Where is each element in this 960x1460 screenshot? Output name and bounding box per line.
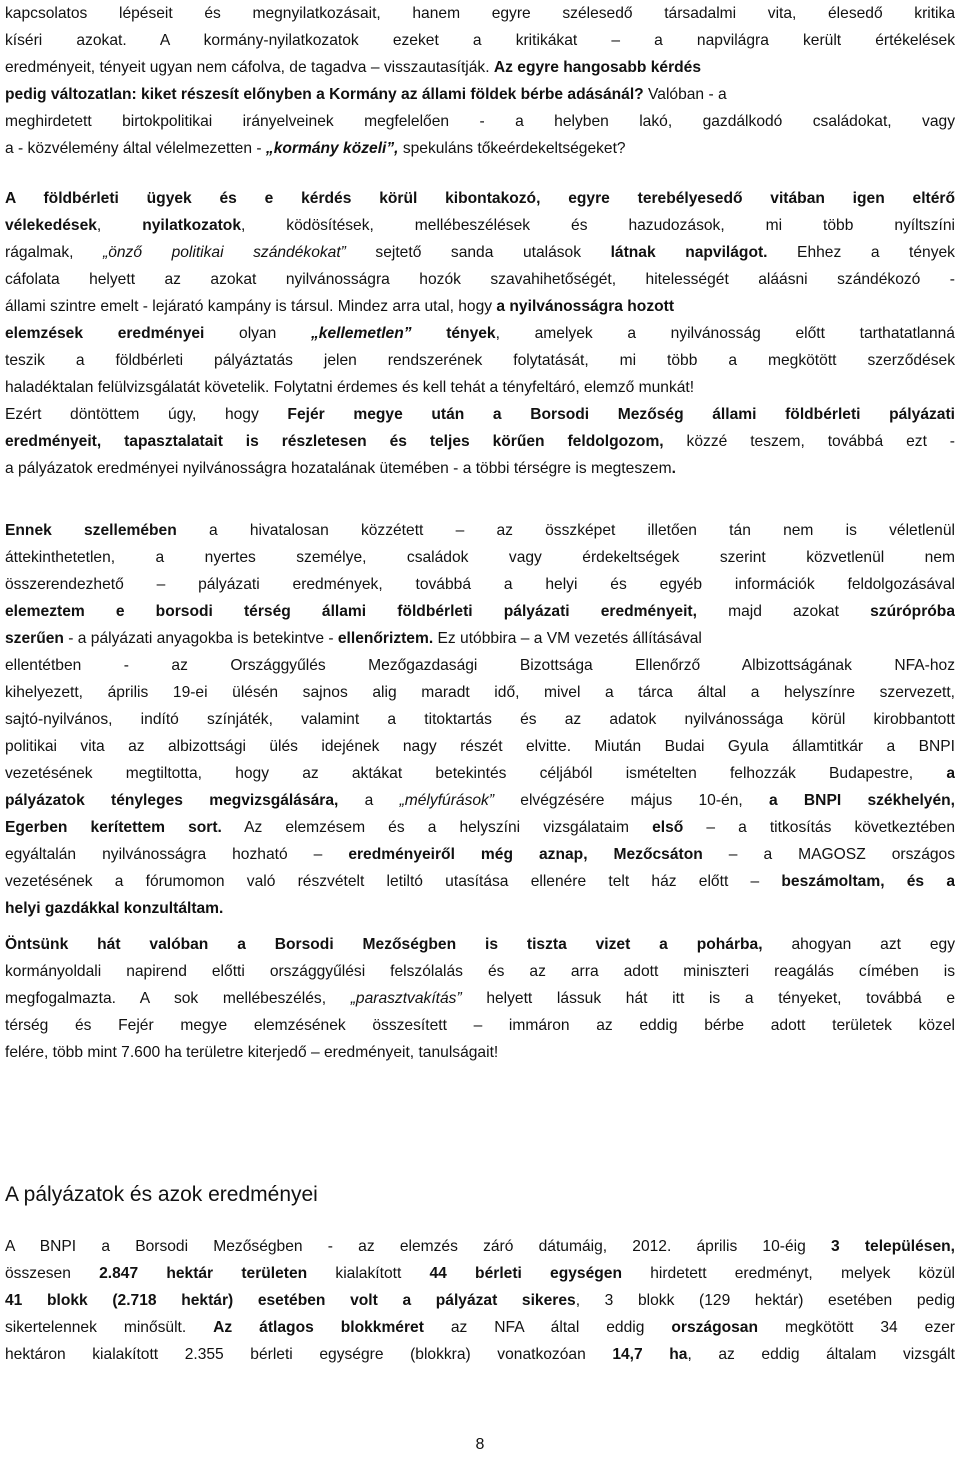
text-line: cáfolata helyett az azokat nyilvánosságra hozók szavahihetőségét, hitelességét aláásni szándékozó - bbox=[5, 271, 955, 288]
text-line: hektáron kialakított 2.355 bérleti egységre (blokkra) vonatkozóan 14,7 ha, az eddig általam vizsgált bbox=[5, 1346, 955, 1363]
text-line: eredményeit, tapasztalatait is részletesen és teljes körűen feldolgozom, közzé teszem, továbbá ezt - bbox=[5, 433, 955, 450]
text-line: elemzések eredményei olyan „kellemetlen” tények, amelyek a nyilvánosság előtt tarthatatlanná bbox=[5, 325, 955, 342]
text-line: megfogalmazta. A sok mellébeszélés, „parasztvakítás” helyett lássuk hát itt is a tényeket, továbbá e bbox=[5, 990, 955, 1007]
text-line: sikertelennek minősült. Az átlagos blokkméret az NFA által eddig országosan megkötött 34 ezer bbox=[5, 1319, 955, 1336]
text-line: rágalmak, „önző politikai szándékokat” sejtető sanda utalások látnak napvilágot. Ehhez a tények bbox=[5, 244, 955, 261]
paragraph-1 bbox=[5, 0, 955, 162]
text-line: összerendezhető – pályázati eredmények, továbbá a helyi és egyéb információk feldolgozásával bbox=[5, 576, 955, 593]
text-line: vezetésének megtiltotta, hogy az aktákat betekintés céljából ismételten felhozzák Budapestre, a bbox=[5, 765, 955, 782]
paragraph-3 bbox=[5, 517, 955, 922]
text-line: egyáltalán nyilvánosságra hozható – eredményeiről még aznap, Mezőcsáton – a MAGOSZ országos bbox=[5, 846, 955, 863]
text-line: 41 blokk (2.718 hektár) esetében volt a pályázat sikeres, 3 blokk (129 hektár) esetében pedig bbox=[5, 1292, 955, 1309]
text-line: állami szintre emelt - lejárató kampány is társul. Mindez arra utal, hogy a nyilvánosságra hozott bbox=[5, 298, 675, 315]
text-line: meghirdetett birtokpolitikai irányelveinek megfelelően - a helyben lakó, gazdálkodó családokat, vagy bbox=[5, 113, 955, 130]
text-line: eredményeit, tényeit ugyan nem cáfolva, de tagadva – visszautasítják. Az egyre hangosabb kérdés bbox=[5, 59, 702, 76]
text-line: A BNPI a Borsodi Mezőségben - az elemzés záró dátumáig, 2012. április 10-éig 3 településen, bbox=[5, 1238, 955, 1255]
text-line: Ezért döntöttem úgy, hogy Fejér megye után a Borsodi Mezőség állami földbérleti pályázati bbox=[5, 406, 955, 423]
text-line: a pályázatok eredményei nyilvánosságra hozatalának ütemében - a többi térségre is megteszem. bbox=[5, 460, 676, 477]
paragraph-2 bbox=[5, 185, 955, 482]
text-line: kihelyezett, április 19-ei ülésén sajnos alig maradt idő, mivel a tárca által a helyszínre szervezett, bbox=[5, 684, 955, 701]
text-line: pályázatok tényleges megvizsgálására, a „mélyfúrások” elvégzésére május 10-én, a BNPI székhelyén, bbox=[5, 792, 955, 809]
text-line: haladéktalan felülvizsgálatát követelik. Folytatni érdemes és kell tehát a tényfeltáró, elemző munkát! bbox=[5, 379, 695, 396]
text-line: kíséri azokat. A kormány-nyilatkozatok ezeket a kritikákat – a napvilágra került értékelések bbox=[5, 32, 955, 49]
text-line: Ennek szellemében a hivatalosan közzétett – az összképet illetően tán nem is véletlenül bbox=[5, 522, 955, 539]
paragraph-5 bbox=[5, 1233, 955, 1368]
section-heading: A pályázatok és azok eredményei bbox=[5, 1183, 318, 1206]
text-line: vezetésének a fórumomon való részvételt letiltó utasítása ellenére telt ház előtt – beszámoltam, és a bbox=[5, 873, 955, 890]
text-line: A földbérleti ügyek és e kérdés körül kibontakozó, egyre terebélyesedő vitában igen eltérő bbox=[5, 190, 955, 207]
text-line: teszik a földbérleti pályáztatás jelen rendszerének folytatását, mi több a megkötött szerződések bbox=[5, 352, 955, 369]
text-line: térség és Fejér megye elemzésének összesített – immáron az eddig bérbe adott területek közel bbox=[5, 1017, 955, 1034]
text-line: áttekinthetetlen, a nyertes személye, családok vagy érdekeltségek szerint közvetlenül nem bbox=[5, 549, 955, 566]
paragraph-4 bbox=[5, 931, 955, 1066]
text-line: vélekedések, nyilatkozatok, ködösítések, mellébeszélések és hazudozások, mi több nyíltszíni bbox=[5, 217, 955, 234]
text-line: szerűen - a pályázati anyagokba is betekintve - ellenőriztem. Ez utóbbira – a VM vezetés állításával bbox=[5, 630, 702, 647]
text-line: sajtó-nyilvános, indító színjáték, valamint a titoktartás és az adatok nyilvánossága körül kirobbantott bbox=[5, 711, 955, 728]
text-line: elemeztem e borsodi térség állami földbérleti pályázati eredményeit, majd azokat szúrópróba bbox=[5, 603, 955, 620]
text-line: ellentétben - az Országgyűlés Mezőgazdasági Bizottsága Ellenőrző Albizottságának NFA-hoz bbox=[5, 657, 955, 674]
text-line: kapcsolatos lépéseit és megnyilatkozásait, hanem egyre szélesedő társadalmi vita, élesedő kritika bbox=[5, 5, 955, 22]
text-line: összesen 2.847 hektár területen kialakított 44 bérleti egységen hirdetett eredményt, melyek közül bbox=[5, 1265, 955, 1282]
text-line: a - közvélemény által vélelmezetten - „kormány közeli”, spekuláns tőkeérdekeltségeket? bbox=[5, 140, 626, 157]
text-line: kormányoldali napirend előtti országgyűlési felszólalás és az arra adott miniszteri reagálás címében is bbox=[5, 963, 955, 980]
text-line: Egerben kerítettem sort. Az elemzésem és a helyszíni vizsgálataim első – a titkosítás következtében bbox=[5, 819, 955, 836]
page-number: 8 bbox=[475, 1436, 485, 1453]
text-line: Öntsünk hát valóban a Borsodi Mezőségben is tiszta vizet a pohárba, ahogyan azt egy bbox=[5, 936, 955, 953]
text-line: politikai vita az albizottsági ülés idejének nagy részét elvitte. Miután Budai Gyula államtitkár a BNPI bbox=[5, 738, 955, 755]
text-line: felére, több mint 7.600 ha területre kiterjedő – eredményeit, tanulságait! bbox=[5, 1044, 499, 1061]
text-line: pedig változatlan: kiket részesít előnyben a Kormány az állami földek bérbe adásánál? Valóban - a bbox=[5, 86, 727, 103]
text-line: helyi gazdákkal konzultáltam. bbox=[5, 900, 224, 917]
